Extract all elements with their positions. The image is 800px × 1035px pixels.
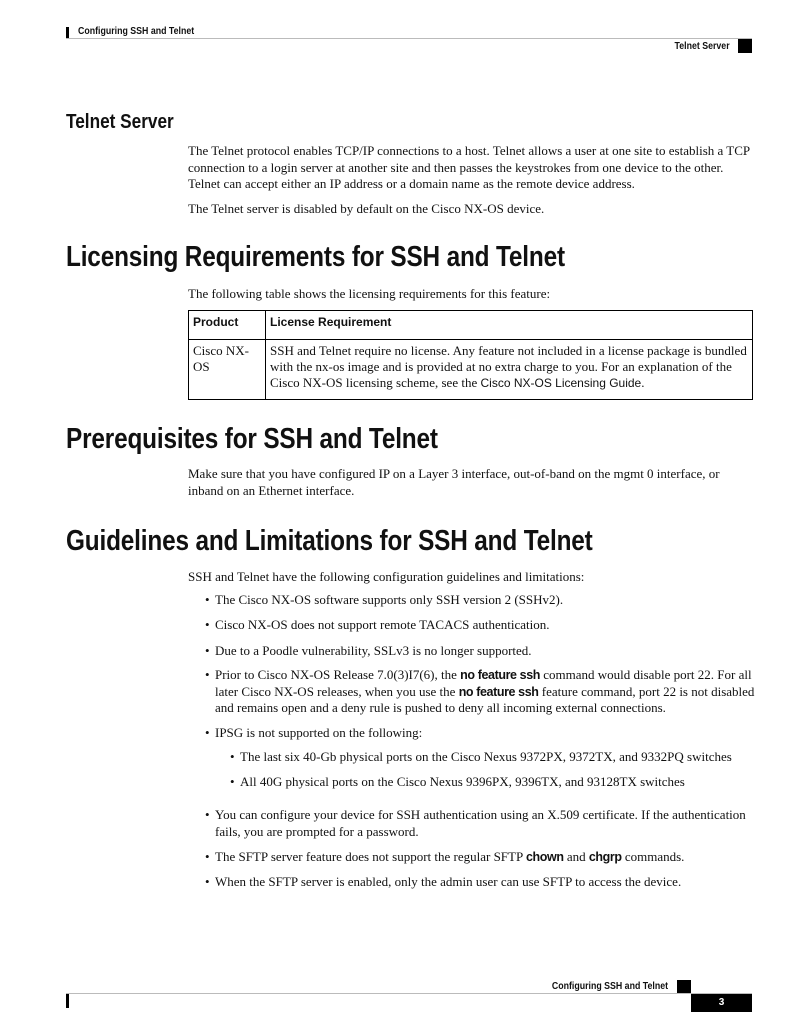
header-section-title: Telnet Server <box>674 41 730 52</box>
table-header-license: License Requirement <box>266 311 753 340</box>
bullet-mark: • <box>205 725 210 740</box>
bullet-text: The last six 40-Gb physical ports on the Cisco Nexus 9372PX, 9372TX, and 9332PQ switches <box>240 749 732 764</box>
list-item <box>205 725 755 742</box>
bullet-mark: • <box>205 643 210 658</box>
bullet-text: Prior to Cisco NX-OS Release 7.0(3)I7(6), the <box>215 667 461 682</box>
bullet-text: Due to a Poodle vulnerability, SSLv3 is no longer supported. <box>215 643 532 658</box>
bullet-mark: • <box>205 874 210 889</box>
header-block-mark <box>738 39 752 53</box>
list-item <box>205 592 755 609</box>
sub-list-item <box>230 749 760 766</box>
bullet-mark: • <box>205 592 210 607</box>
bullet-text: and <box>563 849 589 864</box>
guidelines-intro: SSH and Telnet have the following configuration guidelines and limitations: <box>188 569 585 584</box>
table-header-row <box>189 311 753 340</box>
bullet-mark: • <box>205 667 210 682</box>
command-chown: chown <box>525 850 564 864</box>
telnet-server-para-1: The Telnet protocol enables TCP/IP connections to a host. Telnet allows a user at one site to establish a TCP connection to a login server at another site and then passes the keystrokes from one device to the other. Telnet can accept either an IP address or a domain name as the remote device address. <box>188 143 750 191</box>
footer-block-mark <box>677 980 691 994</box>
license-requirement-text: SSH and Telnet require no license. Any feature not included in a license package is bundled with the nx-os image and is provided at no extra charge to you. For an explanation of the Cisco NX-OS licensing scheme, see the <box>270 343 747 390</box>
bullet-mark: • <box>230 749 235 764</box>
bullet-text: You can configure your device for SSH authentication using an X.509 certificate. If the authentication fails, you are prompted for a password. <box>215 807 746 839</box>
telnet-server-body <box>188 143 758 217</box>
bullet-text: IPSG is not supported on the following: <box>215 725 423 740</box>
list-item <box>205 849 755 866</box>
bullet-text: commands. <box>621 849 685 864</box>
licensing-guide-reference: Cisco NX-OS Licensing Guide <box>480 376 642 390</box>
list-item <box>205 874 755 891</box>
guidelines-heading: Guidelines and Limitations for SSH and Telnet <box>66 525 593 557</box>
bullet-text: Cisco NX-OS does not support remote TACACS authentication. <box>215 617 550 632</box>
license-period: . <box>641 375 645 390</box>
bullet-text: All 40G physical ports on the Cisco Nexus 9396PX, 9396TX, and 93128TX switches <box>240 774 685 789</box>
telnet-server-para-2: The Telnet server is disabled by default on the Cisco NX-OS device. <box>188 200 545 216</box>
footer-rule <box>66 993 752 994</box>
command-chgrp: chgrp <box>588 850 622 864</box>
footer-title: Configuring SSH and Telnet <box>551 981 668 992</box>
list-item <box>205 643 755 660</box>
command-no-feature-ssh: no feature ssh <box>458 684 539 699</box>
page-number: 3 <box>691 994 752 1012</box>
list-item <box>205 667 755 717</box>
table-row <box>189 340 753 400</box>
bullet-text: The SFTP server feature does not support the regular SFTP <box>215 849 526 864</box>
footer-bar-mark <box>66 994 69 1008</box>
bullet-mark: • <box>205 617 210 632</box>
licensing-intro: The following table shows the licensing requirements for this feature: <box>188 286 551 301</box>
prerequisites-heading: Prerequisites for SSH and Telnet <box>66 423 438 455</box>
prerequisites-text: Make sure that you have configured IP on a Layer 3 interface, out-of-band on the mgmt 0 interface, or inband on an Ethernet interface. <box>188 466 720 498</box>
licensing-heading: Licensing Requirements for SSH and Telnet <box>66 241 565 273</box>
bullet-text: The Cisco NX-OS software supports only SSH version 2 (SSHv2). <box>215 592 564 607</box>
table-cell-license <box>266 340 753 400</box>
command-no-feature-ssh: no feature ssh <box>460 668 540 682</box>
bullet-text: When the SFTP server is enabled, only the admin user can use SFTP to access the device. <box>215 874 682 889</box>
telnet-server-heading: Telnet Server <box>66 111 174 133</box>
header-chapter-title: Configuring SSH and Telnet <box>78 26 195 37</box>
list-item <box>205 807 755 840</box>
header-rule <box>66 38 752 39</box>
bullet-text: feature command, port 22 is not disabled and remains open and a deny rule is pushed to deny all incoming external connections. <box>215 683 755 715</box>
list-item <box>205 617 755 634</box>
bullet-mark: • <box>205 807 210 822</box>
table-cell-product: Cisco NX-OS <box>189 340 266 400</box>
bullet-mark: • <box>205 849 210 864</box>
sub-list-item <box>230 774 760 791</box>
bullet-mark: • <box>230 774 235 789</box>
table-header-product: Product <box>189 311 266 340</box>
licensing-table <box>188 310 753 400</box>
bullet-text: command would disable port 22. For all later Cisco NX-OS releases, when you use the <box>215 667 752 699</box>
